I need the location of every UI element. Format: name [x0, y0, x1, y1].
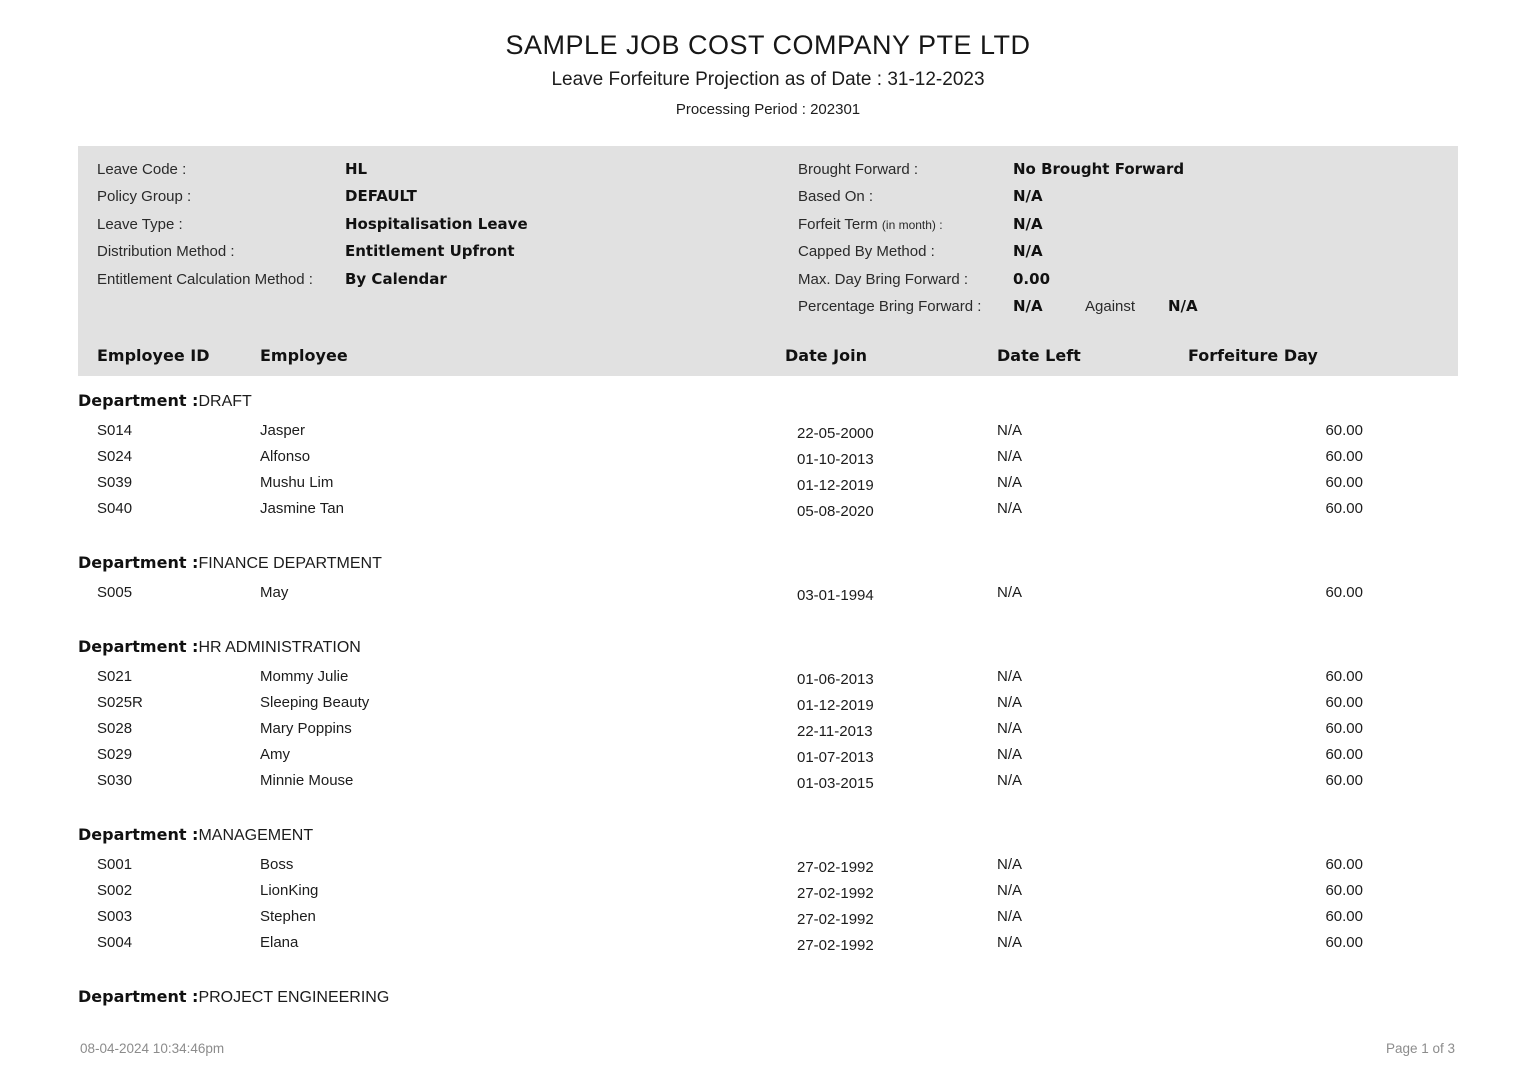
footer-timestamp: 08-04-2024 10:34:46pm [80, 1041, 225, 1056]
department-name: HR ADMINISTRATION [198, 639, 361, 656]
date-join-cell: 05-08-2020 [797, 503, 874, 520]
summary-field-distribution-method [97, 238, 737, 265]
forfeiture-day-cell: 60.00 [1325, 474, 1363, 491]
forfeiture-day-cell: 60.00 [1325, 908, 1363, 925]
forfeiture-day-cell: 60.00 [1325, 584, 1363, 601]
employee-name-cell: Amy [260, 746, 290, 763]
date-join-cell: 22-11-2013 [797, 723, 873, 740]
employee-id-cell: S003 [97, 908, 133, 925]
department-name: FINANCE DEPARTMENT [198, 555, 382, 572]
field-value: 0.00 [1013, 269, 1051, 288]
employee-id-cell: S028 [97, 720, 133, 737]
field-value: Hospitalisation Leave [345, 214, 528, 233]
summary-field-based-on [798, 183, 1448, 210]
report-header [0, 28, 1536, 120]
date-left-cell: N/A [997, 720, 1023, 737]
summary-field-forfeit-term [798, 211, 1448, 238]
forfeiture-day-cell: 60.00 [1325, 772, 1363, 789]
department-label: Department : [78, 553, 199, 572]
employee-row [78, 470, 1458, 496]
date-join-cell: 27-02-1992 [797, 937, 874, 954]
footer-page-number: Page 1 of 3 [1385, 1041, 1455, 1056]
employee-id-cell: S002 [97, 882, 133, 899]
page-footer [78, 1041, 1455, 1057]
date-left-cell: N/A [997, 882, 1023, 899]
date-left-cell: N/A [997, 584, 1023, 601]
employee-name-cell: Mary Poppins [260, 720, 352, 737]
employee-row [78, 742, 1458, 768]
department-heading [78, 634, 1458, 660]
forfeiture-day-cell: 60.00 [1325, 746, 1363, 763]
employee-id-cell: S040 [97, 500, 133, 517]
column-header-forfeiture-day: Forfeiture Day [1188, 346, 1318, 365]
employee-id-cell: S030 [97, 772, 133, 789]
forfeiture-day-cell: 60.00 [1325, 856, 1363, 873]
forfeiture-day-cell: 60.00 [1325, 694, 1363, 711]
employee-row [78, 852, 1458, 878]
table-body [78, 376, 1458, 1014]
forfeiture-day-cell: 60.00 [1325, 934, 1363, 951]
date-join-cell: 27-02-1992 [797, 885, 874, 902]
employee-id-cell: S004 [97, 934, 133, 951]
date-left-cell: N/A [997, 448, 1023, 465]
against-value: N/A [1168, 296, 1198, 315]
employee-id-cell: S001 [97, 856, 133, 873]
field-value: By Calendar [345, 269, 447, 288]
summary-field-leave-type [97, 211, 737, 238]
summary-field-percentage-bring-forward [798, 293, 1448, 320]
forfeiture-day-cell: 60.00 [1325, 720, 1363, 737]
department-label: Department : [78, 637, 199, 656]
processing-period: Processing Period : 202301 [675, 101, 861, 118]
employee-name-cell: Jasmine Tan [260, 500, 344, 517]
field-value: HL [345, 160, 368, 178]
column-header-employee-id: Employee ID [97, 346, 210, 365]
summary-field-leave-code [97, 156, 737, 183]
department-label: Department : [78, 987, 199, 1006]
employee-row [78, 664, 1458, 690]
field-label: Policy Group : [97, 188, 192, 206]
date-join-cell: 01-06-2013 [797, 671, 874, 688]
date-join-cell: 27-02-1992 [797, 911, 874, 928]
date-join-cell: 01-07-2013 [797, 749, 874, 766]
date-left-cell: N/A [997, 474, 1023, 491]
summary-right-column [798, 156, 1448, 320]
report-title: Leave Forfeiture Projection as of Date : 31-12-2023 [551, 69, 985, 90]
date-left-cell: N/A [997, 422, 1023, 439]
field-value: N/A [1013, 214, 1043, 233]
field-value: DEFAULT [345, 187, 417, 206]
employee-row [78, 444, 1458, 470]
forfeiture-day-cell: 60.00 [1325, 448, 1363, 465]
date-left-cell: N/A [997, 772, 1023, 789]
employee-name-cell: Stephen [260, 908, 316, 925]
employee-row [78, 716, 1458, 742]
department-label: Department : [78, 825, 199, 844]
summary-field-entitlement-calc-method [97, 266, 737, 293]
field-label: Percentage Bring Forward : [798, 297, 982, 315]
department-heading [78, 984, 1458, 1010]
employee-name-cell: Jasper [260, 422, 306, 439]
column-header-date-join: Date Join [785, 346, 867, 365]
field-label: Forfeit Term [798, 215, 882, 233]
date-left-cell: N/A [997, 500, 1023, 517]
employee-name-cell: Minnie Mouse [260, 772, 354, 789]
date-join-cell: 01-03-2015 [797, 775, 874, 792]
department-name: DRAFT [198, 393, 252, 410]
summary-left-column [97, 156, 737, 293]
column-header-date-left: Date Left [997, 346, 1081, 365]
field-label: Leave Type : [97, 215, 183, 233]
field-label-small: (in month) : [881, 217, 943, 232]
field-value: N/A [1013, 187, 1043, 206]
date-join-cell: 22-05-2000 [797, 425, 874, 442]
field-label: Brought Forward : [798, 161, 919, 178]
column-header-employee: Employee [260, 346, 348, 365]
field-label: Max. Day Bring Forward : [798, 270, 969, 288]
department-heading [78, 822, 1458, 848]
summary-field-policy-group [97, 183, 737, 210]
date-join-cell: 01-12-2019 [797, 697, 874, 714]
employee-id-cell: S029 [97, 746, 133, 763]
company-title: SAMPLE JOB COST COMPANY PTE LTD [505, 30, 1031, 60]
employee-id-cell: S021 [97, 668, 133, 685]
forfeiture-day-cell: 60.00 [1325, 500, 1363, 517]
field-value: N/A [1013, 242, 1043, 261]
date-join-cell: 01-12-2019 [797, 477, 874, 494]
against-label: Against [1085, 297, 1136, 315]
forfeiture-day-cell: 60.00 [1325, 668, 1363, 685]
employee-row [78, 930, 1458, 956]
employee-row [78, 690, 1458, 716]
date-left-cell: N/A [997, 694, 1023, 711]
department-name: PROJECT ENGINEERING [198, 989, 390, 1006]
department-heading [78, 550, 1458, 576]
summary-field-brought-forward [798, 156, 1448, 183]
department-label: Department : [78, 391, 199, 410]
employee-id-cell: S005 [97, 584, 133, 601]
field-label: Based On : [798, 188, 874, 206]
field-value: No Brought Forward [1013, 160, 1185, 178]
employee-id-cell: S025R [97, 694, 143, 711]
employee-row [78, 878, 1458, 904]
summary-field-max-day-bring-forward [798, 266, 1448, 293]
employee-name-cell: Sleeping Beauty [260, 694, 370, 711]
date-left-cell: N/A [997, 668, 1023, 685]
summary-field-capped-by-method [798, 238, 1448, 265]
date-left-cell: N/A [997, 908, 1023, 925]
employee-name-cell: Mushu Lim [260, 474, 334, 491]
field-label: Distribution Method : [97, 243, 235, 261]
field-value: Entitlement Upfront [345, 242, 515, 261]
forfeiture-day-cell: 60.00 [1325, 422, 1363, 439]
employee-id-cell: S024 [97, 448, 133, 465]
employee-name-cell: Elana [260, 934, 299, 951]
employee-id-cell: S014 [97, 422, 133, 439]
field-label: Leave Code : [97, 161, 187, 178]
summary-panel [78, 146, 1458, 376]
date-join-cell: 01-10-2013 [797, 451, 874, 468]
employee-name-cell: Mommy Julie [260, 668, 349, 685]
employee-row [78, 496, 1458, 522]
forfeiture-day-cell: 60.00 [1325, 882, 1363, 899]
field-label: Entitlement Calculation Method : [97, 270, 313, 288]
date-left-cell: N/A [997, 856, 1023, 873]
employee-row [78, 768, 1458, 794]
employee-row [78, 904, 1458, 930]
employee-row [78, 418, 1458, 444]
employee-name-cell: Alfonso [260, 448, 311, 465]
employee-id-cell: S039 [97, 474, 133, 491]
department-name: MANAGEMENT [198, 827, 314, 844]
employee-row [78, 580, 1458, 606]
date-left-cell: N/A [997, 746, 1023, 763]
date-join-cell: 03-01-1994 [797, 587, 874, 604]
employee-name-cell: LionKing [260, 882, 319, 899]
date-join-cell: 27-02-1992 [797, 859, 874, 876]
field-value: N/A [1013, 296, 1043, 315]
employee-name-cell: May [260, 584, 289, 601]
employee-name-cell: Boss [260, 856, 294, 873]
department-heading [78, 388, 1458, 414]
table-header-row [78, 343, 1458, 369]
field-label: Capped By Method : [798, 243, 935, 261]
date-left-cell: N/A [997, 934, 1023, 951]
